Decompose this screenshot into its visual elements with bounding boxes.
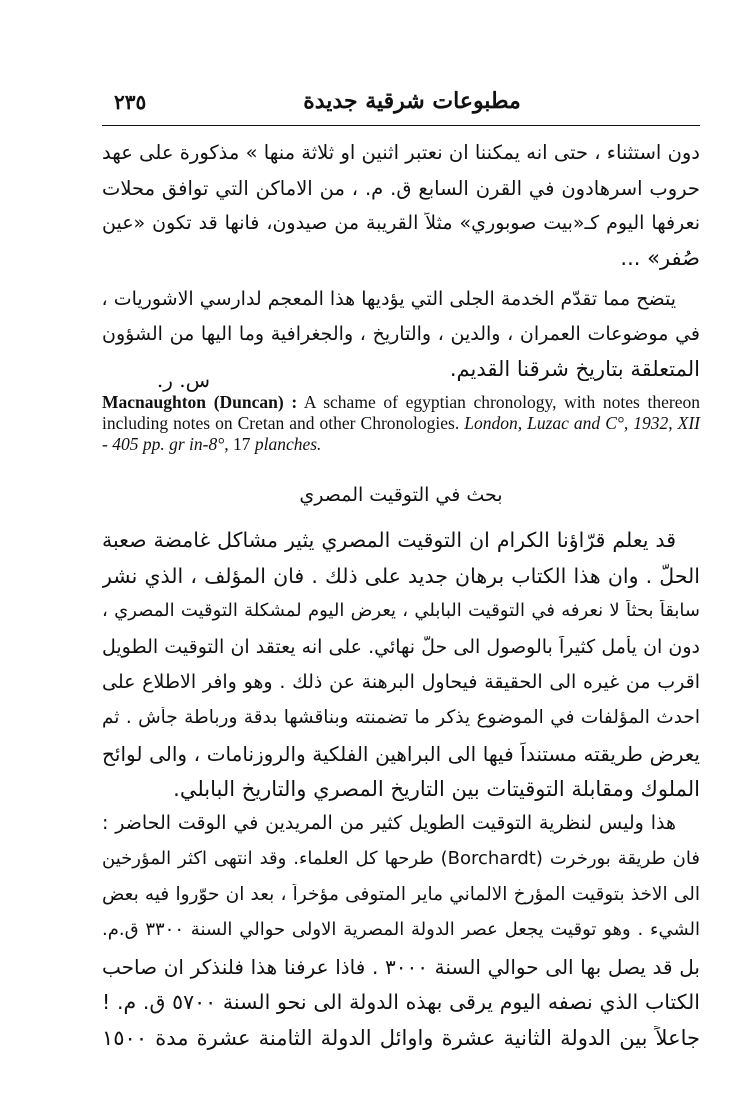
text-line: يعرض طريقته مستنداً فيها الى البراهين الفلكية والروزنامات ، والى لوائح bbox=[102, 742, 700, 766]
text-line: نعرفها اليوم كـ«بيت صوبوري» مثلاً القريبة من صيدون، فانها قد تكون «عين bbox=[102, 212, 700, 234]
header-rule bbox=[102, 125, 700, 126]
text-line: بل قد يصل بها الى حوالي السنة ٣٠٠٠ . فاذا عرفنا هذا فلنذكر ان صاحب bbox=[102, 955, 700, 979]
reviewer-signature: س. ر. bbox=[156, 368, 210, 392]
text-line: صُفر» ... bbox=[620, 246, 700, 270]
text-line: الحلّ . وان هذا الكتاب برهان جديد على ذلك . فان المؤلف ، الذي نشر bbox=[102, 564, 700, 588]
book-author: Macnaughton (Duncan) : bbox=[102, 392, 298, 412]
page-number: ٢٣٥ bbox=[114, 90, 147, 114]
text-line: دون استثناء ، حتى انه يمكننا ان نعتبر اثنين او ثلاثة منها » مذكورة على عهد bbox=[102, 141, 700, 164]
text-line: الملوك ومقابلة التوقيتات بين التاريخ المصري والتاريخ البابلي. bbox=[173, 777, 700, 801]
text-line: دون ان يأمل كثيراً بالوصول الى حلّ نهائي. على انه يعتقد ان التوقيت الطويل bbox=[102, 636, 700, 658]
text-line: اقرب من غيره الى الحقيقة فيحاول البرهنة عن ذلك . وهو وافر الاطلاع على bbox=[102, 671, 700, 693]
text-line: الشيء . وهو توقيت يجعل عصر الدولة المصرية الاولى حوالي السنة ٣٣٠٠ ق.م. bbox=[102, 919, 700, 940]
page-header bbox=[102, 88, 700, 118]
text-line: جاعلاً بين الدولة الثانية عشرة واوائل الدولة الثامنة عشرة مدة ١٥٠٠ bbox=[102, 1026, 700, 1050]
text-line: حروب اسرهادون في القرن السابع ق. م. ، من الاماكن التي توافق محلات bbox=[102, 177, 700, 200]
book-entry bbox=[102, 392, 700, 455]
text-line: هذا وليس لنظرية التوقيت الطويل كثير من المريدين في الوقت الحاضر : bbox=[102, 812, 676, 834]
text-line: في موضوعات العمران ، والدين ، والتاريخ ، والجغرافية وما اليها من الشؤون bbox=[102, 323, 700, 345]
text-line: فان طريقة بورخرت (Borchardt) طرحها كل العلماء. وقد انتهى اكثر المؤرخين bbox=[102, 848, 700, 869]
book-imprint: London, Luzac and C°, 1932, XII - 405 pp. gr in-8°, bbox=[102, 413, 700, 454]
text-line: المتعلقة بتاريخ شرقنا القديم. bbox=[449, 357, 700, 381]
text-line: قد يعلم قرّاؤنا الكرام ان التوقيت المصري يثير مشاكل غامضة صعبة bbox=[102, 528, 676, 552]
book-plates-count: 17 bbox=[228, 434, 255, 454]
text-line: الى الاخذ بتوقيت المؤرخ الالماني ماير المتوفى مؤخراً ، بعد ان حوّروا فيه بعض bbox=[102, 884, 700, 905]
text-line: سابقاً بحثاً لا نعرفه في التوقيت البابلي ، يعرض اليوم لمشكلة التوقيت المصري ، bbox=[102, 600, 700, 621]
book-plates-word: planches. bbox=[254, 434, 322, 454]
section-heading: بحث في التوقيت المصري bbox=[299, 484, 503, 506]
book-title: A schame of egyptian chronology, with notes thereon including notes on Cretan and other Chronologies. bbox=[102, 392, 700, 433]
text-line: احدث المؤلفات في الموضوع يذكر ما تضمنته وبناقشها بدقة ورباطة جأش . ثم bbox=[102, 707, 700, 728]
text-line: الكتاب الذي نصفه اليوم يرقى بهذه الدولة الى نحو السنة ٥٧٠٠ ق. م. ! bbox=[102, 990, 700, 1014]
text-line: يتضح مما تقدّم الخدمة الجلى التي يؤديها هذا المعجم لدارسي الاشوريات ، bbox=[102, 288, 676, 310]
running-title: مطبوعات شرقية جديدة bbox=[303, 88, 521, 114]
